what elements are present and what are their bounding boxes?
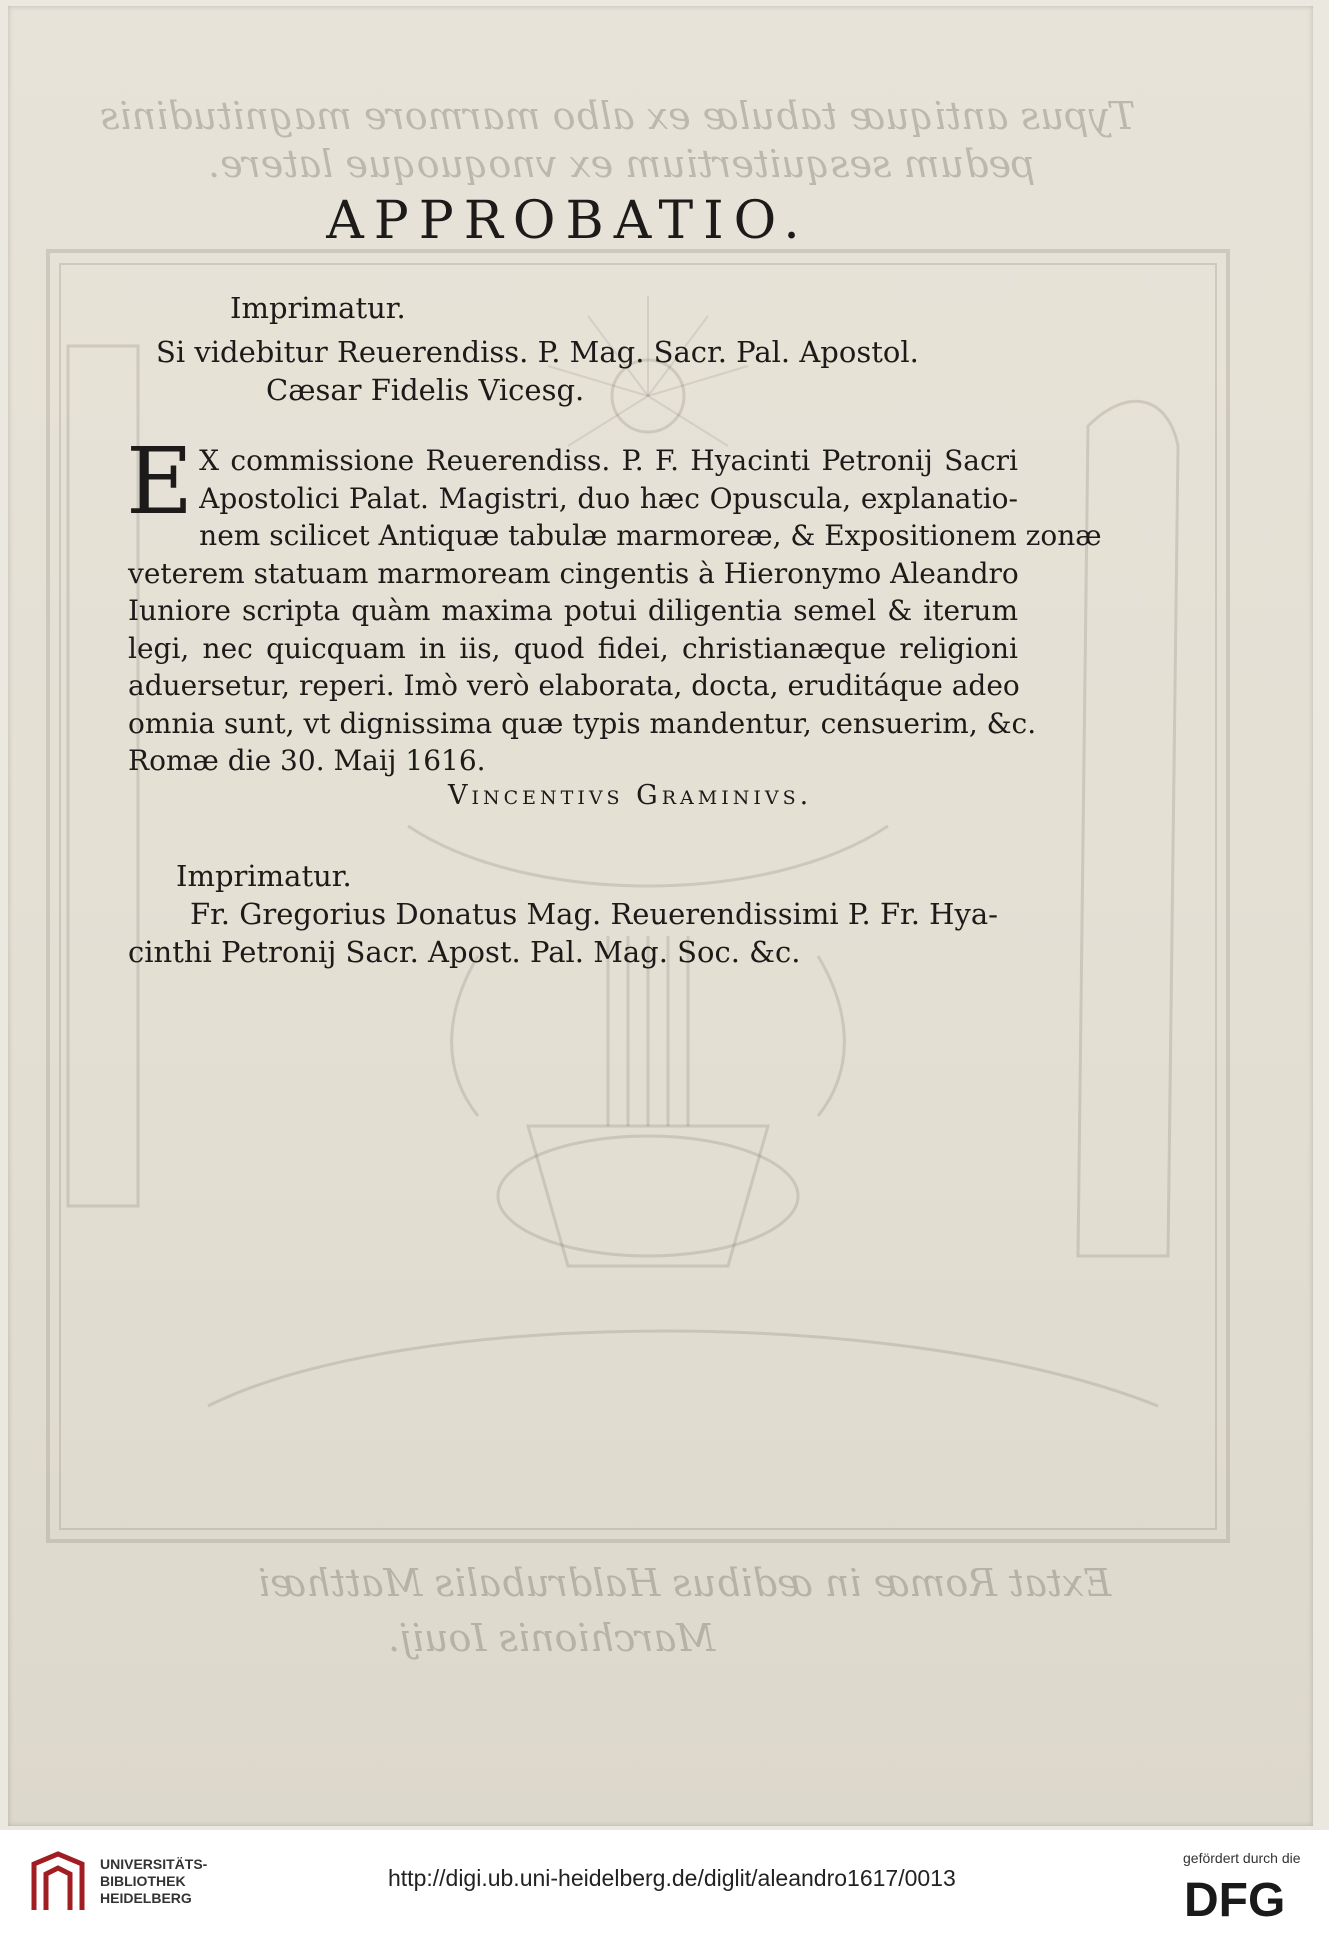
library-name-line: UNIVERSITÄTS- bbox=[100, 1856, 208, 1872]
dfg-logo-icon bbox=[1180, 1872, 1308, 1922]
show-through-line: pedum sesquitertium ex vnoquoque latere. bbox=[208, 142, 1036, 186]
paragraph-line: X commissione Reuerendiss. P. F. Hyacinti Petronij Sacri bbox=[199, 444, 1018, 477]
paper-sheet bbox=[8, 6, 1313, 1826]
approval-paragraph bbox=[126, 428, 1102, 780]
page-title: APPROBATIO. bbox=[326, 191, 810, 251]
sponsor-label: gefördert durch die bbox=[1183, 1850, 1301, 1866]
paragraph-line: veterem statuam marmoream cingentis à Hieronymo Aleandro bbox=[128, 556, 1019, 590]
digitization-footer bbox=[0, 1830, 1329, 1941]
imprimatur-line: Fr. Gregorius Donatus Mag. Reuerendissimi P. Fr. Hya- bbox=[190, 897, 998, 931]
paragraph-line: Iuniore scripta quàm maxima potui diligentia semel & iterum bbox=[128, 594, 1018, 627]
signature: Vincentivs Graminivs. bbox=[448, 780, 813, 811]
imprimatur-line: cinthi Petronij Sacr. Apost. Pal. Mag. Soc. &c. bbox=[128, 935, 801, 969]
library-name-line: HEIDELBERG bbox=[100, 1890, 192, 1906]
paragraph-line: Apostolici Palat. Magistri, duo hæc Opuscula, explanatio- bbox=[199, 481, 1018, 515]
dfg-logo-text: DFG bbox=[1184, 1874, 1286, 1922]
show-through-line: Typus antiquæ tabulæ ex albo marmore magnitudinis bbox=[100, 94, 1136, 138]
paragraph-line: omnia sunt, vt dignissima quæ typis mandentur, censuerim, &c. bbox=[128, 706, 1037, 740]
library-name bbox=[100, 1856, 207, 1907]
permalink-url[interactable]: http://digi.ub.uni-heidelberg.de/diglit/aleandro1617/0013 bbox=[388, 1865, 956, 1891]
imprimatur-line: Si videbitur Reuerendiss. P. Mag. Sacr. Pal. Apostol. bbox=[156, 335, 919, 369]
imprimatur-line: Cæsar Fidelis Vicesg. bbox=[266, 373, 585, 407]
paragraph-line: aduersetur, reperi. Imò verò elaborata, docta, eruditáque adeo bbox=[128, 669, 1020, 702]
paragraph-line: legi, nec quicquam in iis, quod fidei, christianæque religioni bbox=[128, 631, 1018, 665]
show-through-line: Marchionis Iouij. bbox=[388, 1616, 716, 1660]
library-logo-icon bbox=[28, 1850, 88, 1916]
imprimatur-heading: Imprimatur. bbox=[230, 291, 406, 325]
drop-cap: E bbox=[126, 428, 194, 535]
paragraph-line: nem scilicet Antiquæ tabulæ marmoreæ, & Expositionem zonæ bbox=[199, 519, 1102, 552]
library-name-line: BIBLIOTHEK bbox=[100, 1873, 186, 1889]
paragraph-line: Romæ die 30. Maij 1616. bbox=[128, 744, 486, 777]
imprimatur-heading: Imprimatur. bbox=[176, 859, 352, 893]
show-through-line: Extat Romæ in ædibus Haldrubalis Matthæi bbox=[258, 1561, 1112, 1605]
